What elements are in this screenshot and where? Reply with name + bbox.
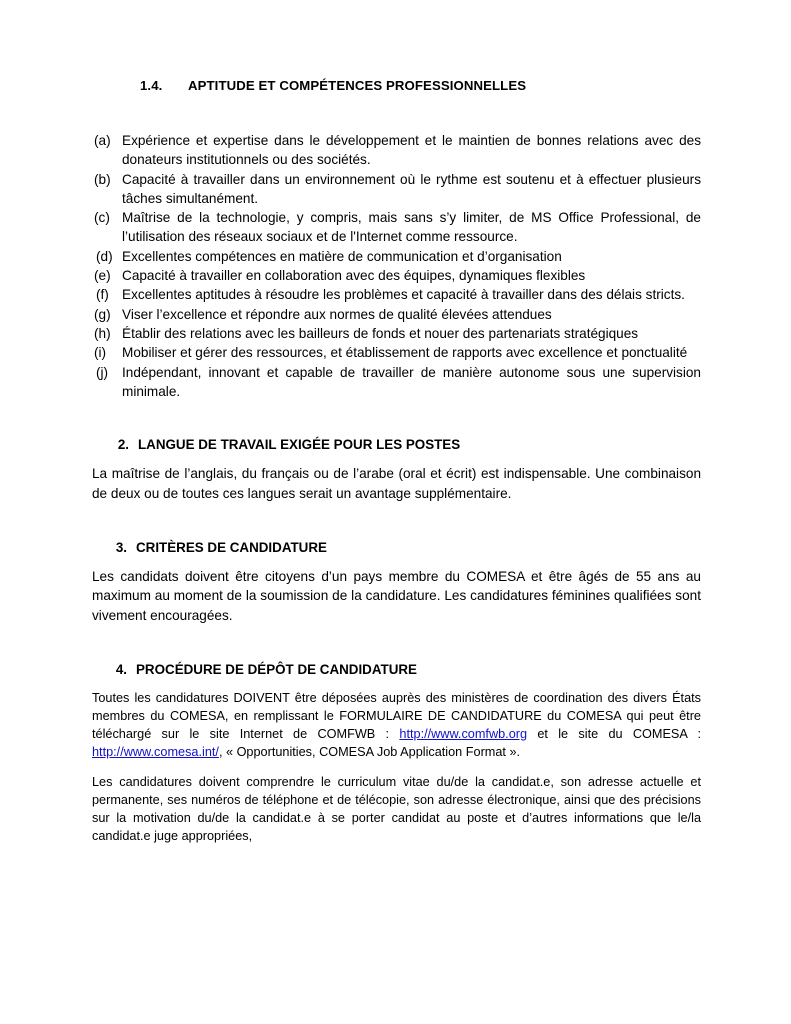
list-text: Capacité à travailler dans un environnement où le rythme est soutenu et à effectuer plusieurs tâches simultanément. xyxy=(122,171,701,206)
comesa-link[interactable]: http://www.comesa.int/ xyxy=(92,744,219,759)
heading-1-4 xyxy=(140,78,701,93)
list-marker: (a) xyxy=(94,133,111,148)
list-text: Capacité à travailler en collaboration avec des équipes, dynamiques flexibles xyxy=(122,268,586,284)
list-item xyxy=(92,363,701,402)
paragraph-section-4-2: Les candidatures doivent comprendre le curriculum vitae du/de la candidat.e, son adresse actuelle et permanente, ses numéros de téléphone et de télécopie, son adresse électronique, ainsi que des précisions sur la motivation du/de la candidat.e à se porter candidat au poste et d’autres informations que le/la candidat.e juge appropriées, xyxy=(92,774,701,843)
list-text: Expérience et expertise dans le développement et le maintien de bonnes relations avec des donateurs institutionnels ou des sociétés. xyxy=(122,133,701,168)
heading-section-2 xyxy=(110,437,701,452)
list-text: Maîtrise de la technologie, y compris, mais sans s’y limiter, de MS Office Professional, de l’utilisation des réseaux sociaux et de l'Internet comme ressource. xyxy=(122,210,701,245)
list-item xyxy=(92,343,701,362)
list-text: Excellentes compétences en matière de communication et d’organisation xyxy=(122,248,562,264)
list-marker: (h) xyxy=(94,325,111,341)
list-text: Viser l’excellence et répondre aux normes de qualité élevées attendues xyxy=(122,306,552,322)
heading-section-2-number: 2. xyxy=(117,437,129,453)
paragraph-text-part-2: et le site du COMESA : xyxy=(527,726,701,741)
list-marker: (i) xyxy=(94,345,107,361)
heading-section-2-text: LANGUE DE TRAVAIL EXIGÉE POUR LES POSTES xyxy=(138,437,461,453)
list-item xyxy=(92,324,701,343)
paragraph-text-part-1: Toutes les candidatures DOIVENT être déposées auprès des ministères de coordination des divers États membres du COMESA, en remplissant le FORMULAIRE DE CANDIDATURE du COMESA qui peut être téléchargé sur le site Internet de COMFWB : xyxy=(92,690,701,741)
list-marker: (g) xyxy=(94,306,111,322)
heading-section-4-text: PROCÉDURE DE DÉPÔT DE CANDIDATURE xyxy=(136,661,417,677)
list-marker: (c) xyxy=(94,210,110,226)
paragraph-section-4-1 xyxy=(92,689,701,761)
heading-section-4-number: 4. xyxy=(115,661,127,677)
comfwb-link[interactable]: http://www.comfwb.org xyxy=(399,726,528,741)
heading-1-4-text: APTITUDE ET COMPÉTENCES PROFESSIONNELLES xyxy=(188,78,527,93)
list-text: Excellentes aptitudes à résoudre les problèmes et capacité à travailler dans des délais stricts. xyxy=(122,287,685,303)
list-marker: (e) xyxy=(94,268,111,284)
list-item xyxy=(92,247,701,266)
paragraph-section-3: Les candidats doivent être citoyens d’un pays membre du COMESA et être âgés de 55 ans au maximum au moment de la soumission de la candidature. Les candidatures féminines qualifiées sont vivement encouragées. xyxy=(92,568,701,623)
list-item xyxy=(92,170,701,209)
competencies-list xyxy=(92,131,701,401)
list-marker: (f) xyxy=(96,287,109,303)
list-text: Indépendant, innovant et capable de travailler de manière autonome sous une supervision minimale. xyxy=(122,364,701,399)
heading-section-3-number: 3. xyxy=(115,539,127,555)
heading-section-4 xyxy=(108,662,701,677)
heading-1-4-number: 1.4. xyxy=(140,78,163,93)
paragraph-section-2: La maîtrise de l’anglais, du français ou de l’arabe (oral et écrit) est indispensable. Une combinaison de deux ou de toutes ces langues serait un avantage supplémentaire. xyxy=(92,466,701,501)
list-item xyxy=(92,208,701,247)
list-item xyxy=(92,266,701,285)
paragraph-text-part-3: , « Opportunities, COMESA Job Application Format ». xyxy=(218,744,521,759)
list-item xyxy=(92,305,701,324)
list-item xyxy=(92,285,701,304)
list-text: Mobiliser et gérer des ressources, et établissement de rapports avec excellence et ponctualité xyxy=(122,345,688,361)
heading-section-3-text: CRITÈRES DE CANDIDATURE xyxy=(136,539,327,555)
list-item xyxy=(92,131,701,170)
list-text: Établir des relations avec les bailleurs de fonds et nouer des partenariats stratégiques xyxy=(122,325,639,341)
heading-section-3 xyxy=(108,540,701,555)
list-marker: (d) xyxy=(96,248,113,264)
list-marker: (b) xyxy=(94,171,111,187)
list-marker: (j) xyxy=(96,364,109,380)
